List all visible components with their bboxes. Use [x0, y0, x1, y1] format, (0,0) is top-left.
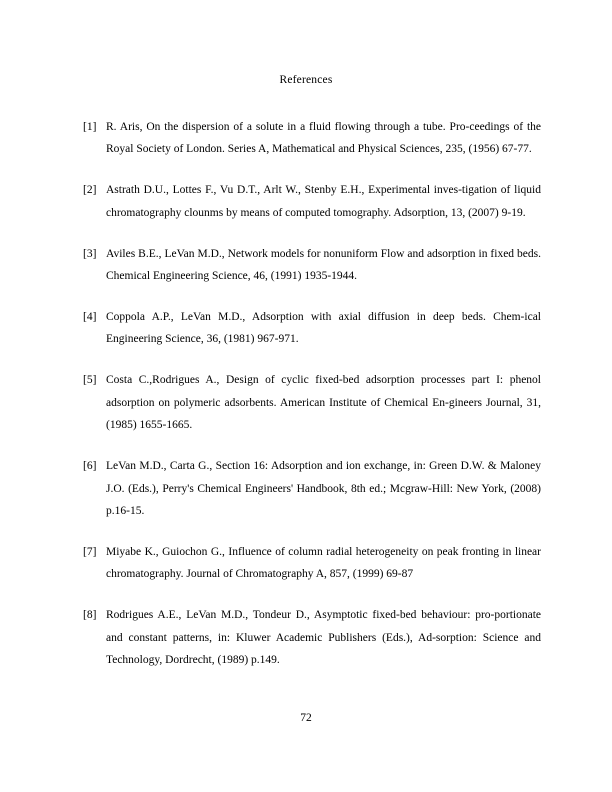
- reference-number: [8]: [83, 609, 97, 622]
- reference-text: LeVan M.D., Carta G., Section 16: Adsorption and ion exchange, in: Green D.W. & Maloney J.O. (Eds.), Perry's Chemical Engineers' Handbook, 8th ed.; Mcgraw-Hill: New York, (2008) p.16-15.: [106, 460, 541, 517]
- list-item: [83, 243, 541, 288]
- page-title: References: [279, 74, 333, 86]
- list-item: [83, 116, 541, 161]
- list-item: [83, 455, 541, 522]
- reference-text: R. Aris, On the dispersion of a solute in a fluid flowing through a tube. Pro‐ceedings of the Royal Society of London. Series A, Mathematical and Physical Sciences, 235, (1956) 67-77.: [106, 121, 541, 156]
- reference-number: [2]: [83, 184, 97, 197]
- reference-text: Costa C.,Rodrigues A., Design of cyclic fixed-bed adsorption processes part I: phenol adsorption on polymeric adsorbents. American Institute of Chemical En‐gineers Journal, 31, (1985) 1655-1665.: [106, 374, 541, 432]
- reference-text: Coppola A.P., LeVan M.D., Adsorption with axial diffusion in deep beds. Chem‐ical Engineering Science, 36, (1981) 967-971.: [106, 311, 541, 346]
- reference-number: [4]: [83, 311, 97, 324]
- reference-number: [5]: [83, 374, 97, 387]
- reference-number: [7]: [83, 545, 97, 558]
- page-number: 72: [300, 712, 312, 724]
- reference-list: [83, 116, 541, 672]
- reference-number: [1]: [83, 121, 97, 133]
- list-item: [83, 541, 541, 586]
- reference-number: [6]: [83, 460, 97, 473]
- reference-text: Rodrigues A.E., LeVan M.D., Tondeur D., Asymptotic fixed-bed behaviour: pro‐portionate and constant patterns, in: Kluwer Academic Publishers (Eds.), Ad‐sorption: Science and Technology, Dordrecht, (1989) p.149.: [106, 609, 541, 667]
- reference-number: [3]: [83, 247, 97, 260]
- list-item: [83, 179, 541, 224]
- reference-text: Aviles B.E., LeVan M.D., Network models for nonuniform Flow and adsorption in fixed beds. Chemical Engineering Science, 46, (1991) 1935-1944.: [106, 247, 541, 283]
- list-item: [83, 369, 541, 436]
- reference-text: Astrath D.U., Lottes F., Vu D.T., Arlt W., Stenby E.H., Experimental inves‐tigation of liquid chromatography clounms by means of computed tomography. Adsorption, 13, (2007) 9-19.: [106, 184, 541, 219]
- reference-text: Miyabe K., Guiochon G., Influence of column radial heterogeneity on peak fronting in linear chromatography. Journal of Chromatography A, 857, (1999) 69-87: [106, 545, 541, 581]
- list-item: [83, 604, 541, 671]
- list-item: [83, 306, 541, 351]
